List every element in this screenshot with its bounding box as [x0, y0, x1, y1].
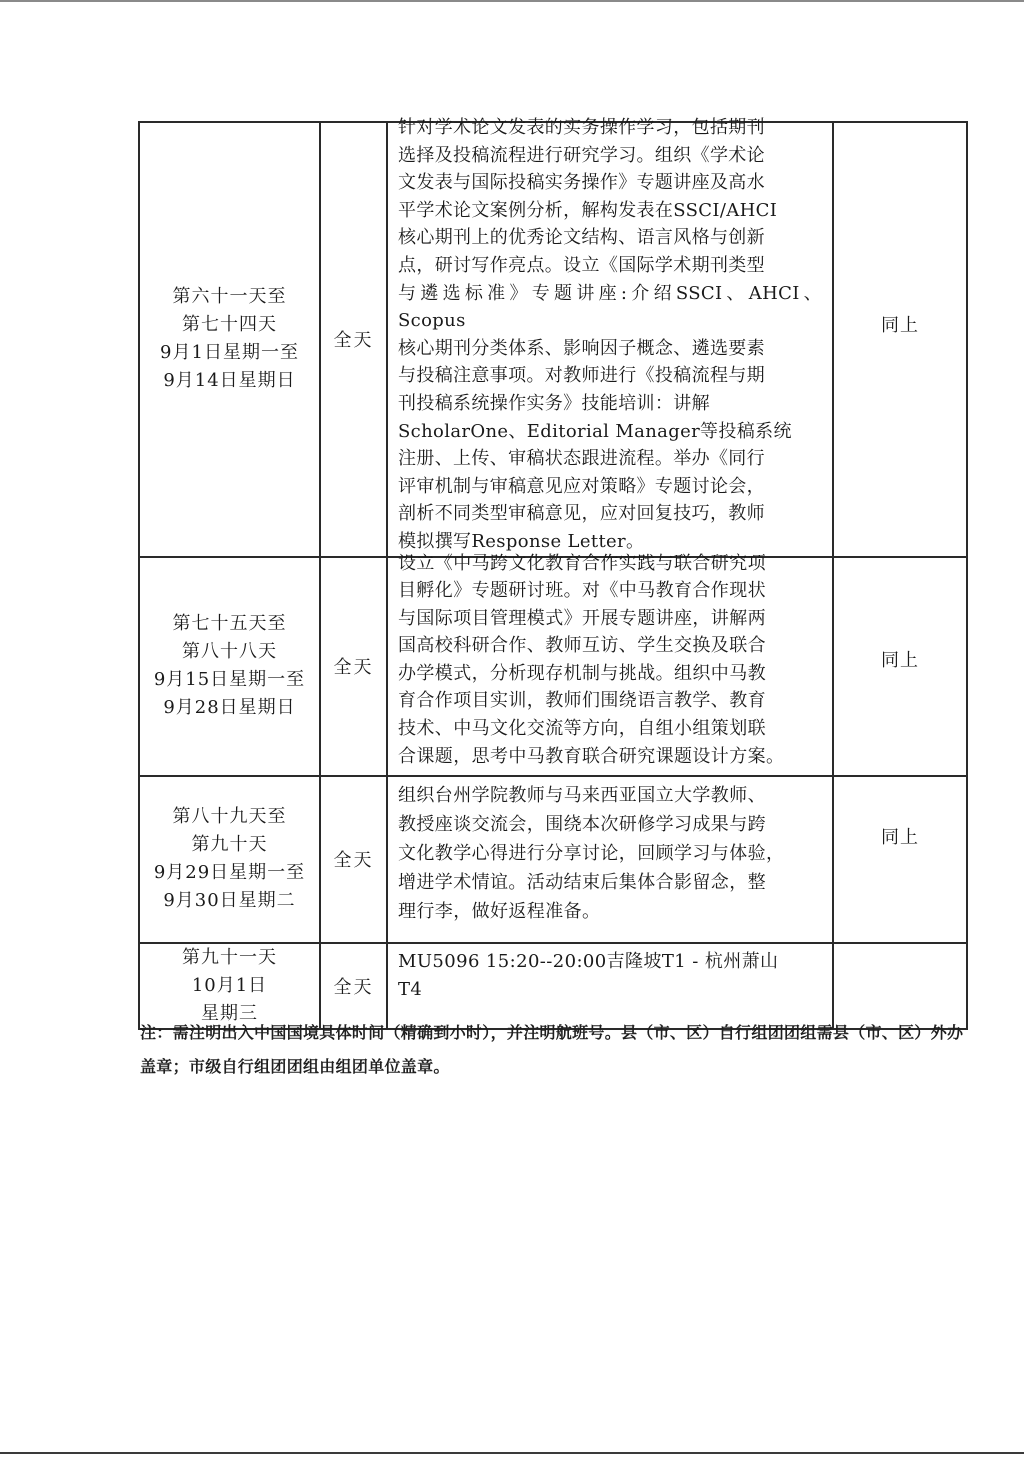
date-cell: [139, 776, 320, 943]
time-cell: 全天: [320, 557, 387, 776]
content-cell: [387, 552, 833, 776]
activity-description: 设立《中马跨文化教育合作实践与联合研究项 目孵化》专题研讨班。对《中马教育合作现状 与国际项目管理模式》开展专题讲座，讲解两 国高校科研合作、教师互访、学生交换及联合 办学模式，分析现存机制与挑战。组织中马教 育合作项目实训，教师们围绕语言教学、教育 技术、中马文化交流等方向，自组小组策划联 合课题，思考中马教育联合研究课题设计方案。: [398, 552, 785, 767]
note-text: 同上: [881, 827, 919, 848]
activity-description: 针对学术论文发表的实务操作学习，包括期刊 选择及投稿流程进行研究学习。组织《学术论 文发表与国际投稿实务操作》专题讲座及高水 平学术论文案例分析，解构发表在SSCI/AHCI 核心期刊上的优秀论文结构、语言风格与创新 点，研讨写作亮点。设立《国际学术期刊类型 与遴选标准》专题讲座:介绍SSCI、AHCI、Scopus 核心期刊分类体系、影响因子概念、遴选要素 与投稿注意事项。对教师进行《投稿流程与期 刊投稿系统操作实务》技能培训：讲解 ScholarOne、Editorial Manager等投稿系统 注册、上传、审稿状态跟进流程。举办《同行 评审机制与审稿意见应对策略》专题讨论会， 剖析不同类型审稿意见，应对回复技巧，教师 模拟撰写Response Letter。: [398, 117, 822, 552]
date-line: 9月29日星期一至: [153, 862, 306, 883]
date-cell: [139, 557, 320, 776]
date-line: 第六十一天至: [172, 286, 287, 308]
date-line: 9月14日星期日: [163, 370, 296, 392]
table-row: [139, 776, 967, 943]
note-cell: [833, 122, 967, 557]
table-row: [139, 122, 967, 557]
footnote: 注：需注明出入中国国境具体时间（精确到小时），并注明航班号。县（市、区）自行组团团组需县（市、区）外办盖章；市级自行组团团组由组团单位盖章。: [140, 1023, 964, 1076]
scan-top-edge: [0, 0, 1024, 2]
note-text: 同上: [881, 315, 919, 337]
date-line: 9月15日星期一至: [153, 669, 306, 690]
date-line: 9月28日星期日: [163, 697, 296, 718]
activity-description: 组织台州学院教师与马来西亚国立大学教师、 教授座谈交流会，围绕本次研修学习成果与跨 文化教学心得进行分享讨论，回顾学习与体验， 增进学术情谊。活动结束后集体合影留念，整 理行李，做好返程准备。: [398, 784, 785, 922]
date-line: 10月1日: [191, 974, 268, 996]
date-cell: [139, 122, 320, 557]
date-line: 9月1日星期一至: [160, 342, 299, 364]
content-cell: [387, 776, 833, 943]
scan-bottom-edge: [0, 1452, 1024, 1454]
time-cell: 全天: [320, 122, 387, 557]
note-text: 同上: [881, 650, 919, 671]
date-line: 第七十五天至: [172, 613, 287, 634]
date-line: 第九十天: [191, 834, 268, 855]
date-line: 第七十四天: [182, 314, 277, 336]
table-row: [139, 557, 967, 776]
date-line: 星期三: [201, 1002, 258, 1024]
activity-description: MU5096 15:20--20:00吉隆坡T1 - 杭州萧山 T4: [398, 950, 779, 1000]
date-line: 9月30日星期二: [163, 890, 296, 911]
time-cell: 全天: [320, 943, 387, 1029]
date-line: 第八十九天至: [172, 806, 287, 827]
date-line: 第九十一天: [182, 946, 277, 968]
content-cell: [387, 117, 833, 557]
date-line: 第八十八天: [182, 641, 277, 662]
note-cell: [833, 557, 967, 776]
schedule-table: [138, 117, 968, 1030]
note-cell: [833, 776, 967, 943]
time-cell: 全天: [320, 776, 387, 943]
